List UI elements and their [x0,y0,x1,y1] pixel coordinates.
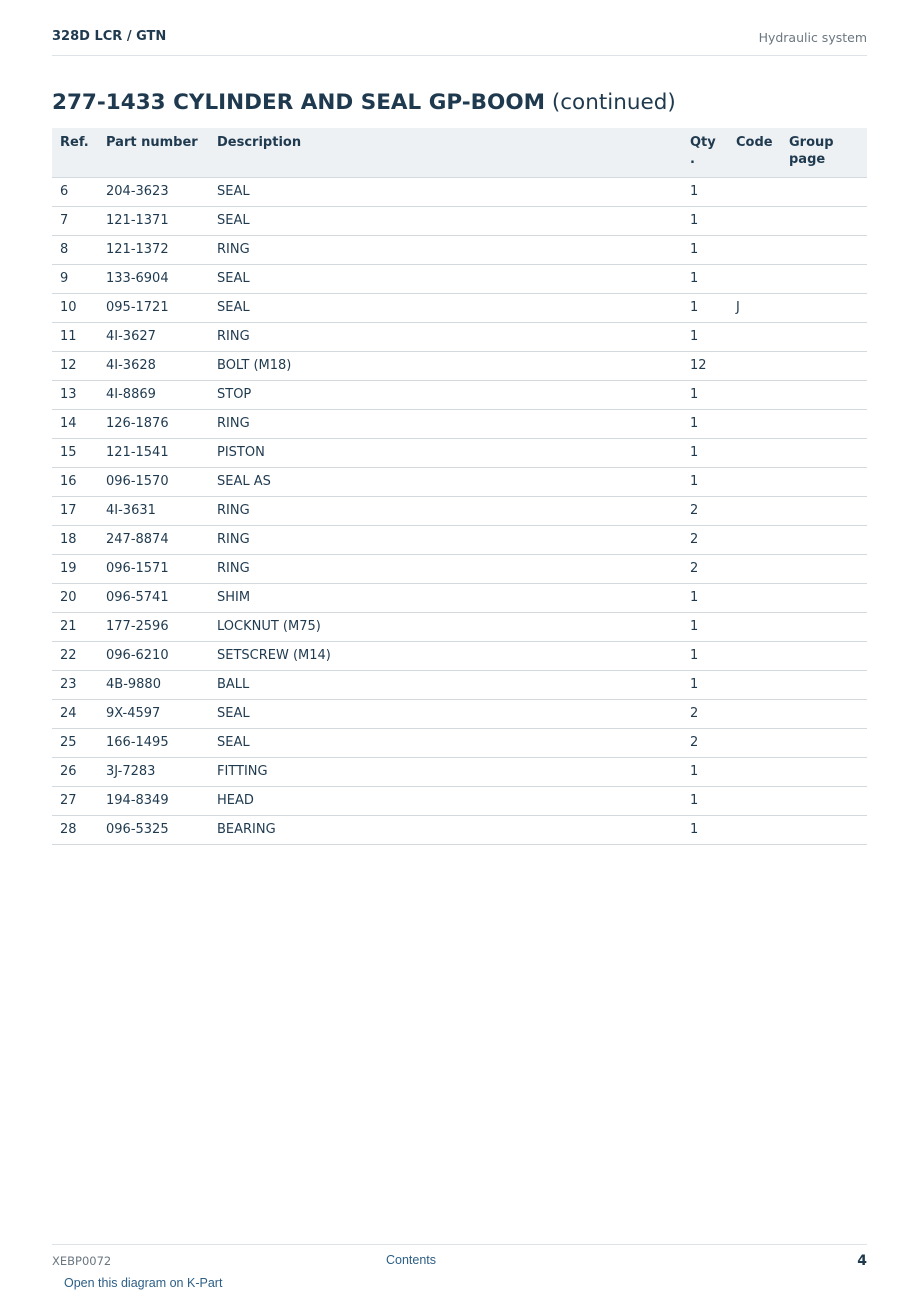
cell-ref: 8 [52,235,106,264]
cell-group-page [789,554,867,583]
cell-qty: 1 [690,293,736,322]
table-row [52,467,867,496]
cell-code [736,496,789,525]
table-row [52,786,867,815]
cell-part-number: 4I-3627 [106,322,217,351]
page-title [52,90,676,115]
cell-code [736,380,789,409]
table-header-row [52,128,867,177]
cell-code [736,786,789,815]
title-main: 277-1433 CYLINDER AND SEAL GP-BOOM [52,90,545,115]
cell-qty: 1 [690,467,736,496]
table-row [52,177,867,206]
cell-description: SEAL [217,293,690,322]
cell-part-number: 121-1541 [106,438,217,467]
cell-ref: 16 [52,467,106,496]
cell-ref: 9 [52,264,106,293]
cell-code [736,757,789,786]
cell-part-number: 096-6210 [106,641,217,670]
cell-group-page [789,815,867,844]
cell-description: RING [217,496,690,525]
title-suffix: (continued) [545,90,676,115]
cell-ref: 24 [52,699,106,728]
cell-qty: 1 [690,206,736,235]
cell-part-number: 3J-7283 [106,757,217,786]
cell-ref: 14 [52,409,106,438]
cell-description: SEAL [217,728,690,757]
table-row [52,496,867,525]
cell-group-page [789,293,867,322]
col-header-group-page: Group page [789,128,867,177]
cell-qty: 1 [690,612,736,641]
cell-group-page [789,206,867,235]
table-row [52,409,867,438]
cell-group-page [789,525,867,554]
cell-code [736,525,789,554]
cell-ref: 20 [52,583,106,612]
cell-part-number: 096-1570 [106,467,217,496]
col-header-ref: Ref. [52,128,106,177]
cell-ref: 15 [52,438,106,467]
cell-qty: 1 [690,235,736,264]
model-label: 328D LCR / GTN [52,29,167,44]
cell-description: HEAD [217,786,690,815]
cell-code [736,699,789,728]
cell-group-page [789,612,867,641]
col-header-description: Description [217,128,690,177]
cell-code [736,728,789,757]
cell-group-page [789,380,867,409]
table-row [52,583,867,612]
table-row [52,293,867,322]
table-row [52,380,867,409]
cell-code [736,670,789,699]
cell-ref: 6 [52,177,106,206]
parts-table [52,128,867,845]
cell-qty: 1 [690,815,736,844]
cell-description: RING [217,409,690,438]
cell-qty: 1 [690,670,736,699]
cell-part-number: 177-2596 [106,612,217,641]
cell-description: RING [217,525,690,554]
cell-part-number: 166-1495 [106,728,217,757]
cell-code [736,177,789,206]
cell-group-page [789,670,867,699]
table-row [52,757,867,786]
cell-group-page [789,786,867,815]
cell-description: SEAL [217,206,690,235]
cell-code [736,235,789,264]
cell-qty: 2 [690,496,736,525]
cell-description: BOLT (M18) [217,351,690,380]
cell-qty: 1 [690,757,736,786]
table-row [52,206,867,235]
cell-group-page [789,757,867,786]
cell-qty: 1 [690,380,736,409]
cell-ref: 10 [52,293,106,322]
cell-code [736,351,789,380]
cell-description: PISTON [217,438,690,467]
col-header-part-number: Part number [106,128,217,177]
cell-ref: 21 [52,612,106,641]
cell-part-number: 4I-8869 [106,380,217,409]
cell-ref: 17 [52,496,106,525]
table-row [52,815,867,844]
cell-qty: 2 [690,525,736,554]
cell-qty: 1 [690,177,736,206]
cell-description: RING [217,554,690,583]
cell-group-page [789,438,867,467]
cell-qty: 12 [690,351,736,380]
cell-qty: 1 [690,409,736,438]
page-number: 4 [857,1253,867,1269]
cell-part-number: 121-1372 [106,235,217,264]
cell-description: STOP [217,380,690,409]
cell-qty: 1 [690,264,736,293]
table-row [52,670,867,699]
cell-ref: 22 [52,641,106,670]
cell-part-number: 121-1371 [106,206,217,235]
cell-part-number: 194-8349 [106,786,217,815]
cell-description: SEAL AS [217,467,690,496]
cell-qty: 2 [690,728,736,757]
cell-qty: 2 [690,699,736,728]
cell-description: SEAL [217,177,690,206]
cell-code [736,612,789,641]
table-row [52,525,867,554]
col-header-qty: Qty . [690,128,736,177]
kpart-link[interactable]: Open this diagram on K-Part [64,1276,223,1290]
cell-code [736,322,789,351]
table-row [52,322,867,351]
cell-part-number: 4B-9880 [106,670,217,699]
cell-part-number: 133-6904 [106,264,217,293]
parts-table-body [52,177,867,844]
page-header [52,28,867,56]
cell-description: FITTING [217,757,690,786]
cell-qty: 1 [690,322,736,351]
cell-description: LOCKNUT (M75) [217,612,690,641]
cell-group-page [789,177,867,206]
cell-ref: 26 [52,757,106,786]
cell-group-page [789,641,867,670]
cell-qty: 1 [690,641,736,670]
cell-description: SETSCREW (M14) [217,641,690,670]
table-row [52,438,867,467]
cell-group-page [789,235,867,264]
document-id: XEBP0072 [52,1254,112,1268]
cell-code [736,583,789,612]
cell-group-page [789,322,867,351]
cell-group-page [789,467,867,496]
cell-qty: 2 [690,554,736,583]
table-row [52,264,867,293]
cell-part-number: 9X-4597 [106,699,217,728]
cell-part-number: 096-5325 [106,815,217,844]
cell-part-number: 126-1876 [106,409,217,438]
cell-group-page [789,264,867,293]
table-row [52,554,867,583]
cell-description: SEAL [217,699,690,728]
cell-part-number: 4I-3631 [106,496,217,525]
cell-group-page [789,496,867,525]
cell-code [736,264,789,293]
table-row [52,699,867,728]
cell-group-page [789,583,867,612]
cell-part-number: 096-5741 [106,583,217,612]
cell-ref: 11 [52,322,106,351]
cell-part-number: 096-1571 [106,554,217,583]
cell-ref: 19 [52,554,106,583]
cell-description: SEAL [217,264,690,293]
cell-qty: 1 [690,786,736,815]
page-footer [52,1244,867,1269]
cell-group-page [789,728,867,757]
contents-link[interactable]: Contents [386,1253,437,1267]
cell-part-number: 204-3623 [106,177,217,206]
cell-description: BALL [217,670,690,699]
section-label: Hydraulic system [758,30,867,45]
cell-ref: 23 [52,670,106,699]
table-row [52,351,867,380]
cell-qty: 1 [690,438,736,467]
cell-description: RING [217,235,690,264]
cell-code [736,641,789,670]
cell-code [736,409,789,438]
cell-description: RING [217,322,690,351]
cell-description: BEARING [217,815,690,844]
cell-code [736,554,789,583]
cell-part-number: 247-8874 [106,525,217,554]
cell-code [736,206,789,235]
cell-ref: 12 [52,351,106,380]
cell-code: J [736,293,789,322]
table-row [52,612,867,641]
table-row [52,235,867,264]
cell-code [736,467,789,496]
cell-ref: 18 [52,525,106,554]
cell-ref: 28 [52,815,106,844]
cell-code [736,438,789,467]
cell-group-page [789,351,867,380]
cell-group-page [789,409,867,438]
cell-ref: 25 [52,728,106,757]
cell-part-number: 4I-3628 [106,351,217,380]
table-row [52,728,867,757]
cell-ref: 13 [52,380,106,409]
cell-qty: 1 [690,583,736,612]
col-header-code: Code [736,128,789,177]
cell-description: SHIM [217,583,690,612]
table-row [52,641,867,670]
cell-code [736,815,789,844]
cell-part-number: 095-1721 [106,293,217,322]
cell-ref: 7 [52,206,106,235]
cell-group-page [789,699,867,728]
cell-ref: 27 [52,786,106,815]
